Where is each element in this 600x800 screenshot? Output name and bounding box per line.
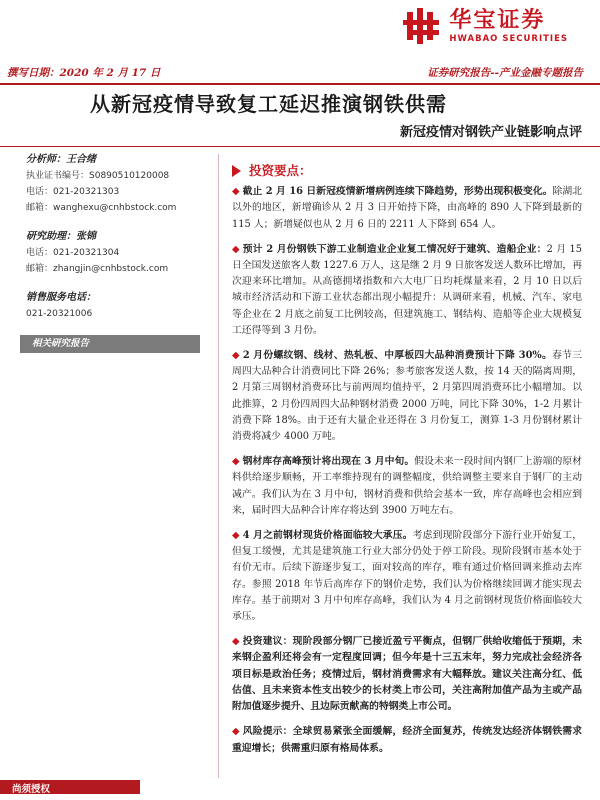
diamond-bullet-icon: ◆: [232, 530, 240, 542]
brand-name-en: HWABAO SECURITIES: [449, 33, 568, 44]
point-lead: 钢材库存高峰预计将出现在 3 月中旬。: [242, 456, 415, 468]
analyst-name: 分析师：王合绪: [26, 154, 96, 165]
assistant-name: 研究助理：张锦: [26, 231, 96, 242]
point-lead: 2 月份螺纹钢、线材、热轧板、中厚板四大品种消费预计下降 30%。: [242, 350, 553, 362]
assistant-block: [26, 229, 216, 277]
point-body: 除湖北以外的地区，新增确诊从 2 月 3 日开始持下降，由高峰的 890 人下降到最新的 115 人；新增疑似也从 2 月 6 日的 2211 人下降到 654 人。: [232, 186, 583, 230]
highlight-point: [232, 348, 582, 445]
brand-name-cn: 华宝证券: [449, 7, 546, 33]
diamond-bullet-icon: ◆: [232, 350, 240, 362]
highlight-point: [232, 242, 582, 339]
point-lead: 风险提示：全球贸易紧张全面缓解，经济全面复苏，传统发达经济体钢铁需求重迎增长；供需重归原有格局体系。: [232, 726, 582, 754]
page-title: 从新冠疫情导致复工延迟推演钢铁供需: [90, 92, 447, 116]
point-lead: 4 月之前钢材现货价格面临较大承压。: [242, 530, 413, 542]
report-header-bar: [0, 61, 600, 83]
point-body: 春节三周四大品种合计消费同比下降 26%；参考旅客发送人数，按 14 天的隔离周期，2 月第三周钢材消费环比与前两周均值持平，2 月第四周消费环比小幅增加。以此推算，2 月份四周四大品种钢材消费 2000 万吨，同比下降 30%，1-2 月累计消费下降 18%。由于还有大量企业还得在 3 月份复工，测算 1-3 月份钢材累计消费将减少 4000 万吨。: [232, 350, 582, 443]
report-type: 证券研究报告--产业金融专题报告: [427, 66, 583, 79]
point-lead: 预计 2 月份钢铁下游工业制造业企业复工情况好于建筑、造船企业：: [242, 243, 547, 255]
header-divider: [0, 83, 600, 85]
highlights-heading: [232, 163, 582, 179]
highlights-heading-text: 投资要点：: [249, 163, 312, 178]
highlight-point: [232, 454, 582, 519]
diamond-bullet-icon: ◆: [232, 243, 240, 255]
column-divider: [218, 154, 219, 778]
highlight-point: [232, 634, 582, 715]
analyst-block: [26, 152, 216, 216]
point-body: 假设未来一段时间内钢厂上游端的原材料供给逐步顺畅，开工率维持现有的调整幅度，供给调整主要来自于钢厂的主动减产。我们认为在 3 月中旬，钢材消费和供给会基本一致，库存高峰也会相应到来，届时四大品种合计库存将达到 3900 万吨左右。: [232, 456, 582, 516]
analyst-email: 邮箱：wanghexu@cnhbstock.com: [26, 203, 177, 213]
highlight-point: [232, 724, 582, 756]
assistant-phone: 电话：021-20321304: [26, 248, 120, 258]
highlight-point: [232, 184, 582, 233]
point-lead: 投资建议：现阶段部分钢厂已接近盈亏平衡点，但钢厂供给收缩低于预期，未来钢企盈利还将会有一定程度回调；但今年是十三五末年，努力完成社会经济各项目标是政治任务；疫情过后，钢材消费需求有大幅释放。建议关注高分红、低估值、且未来资本性支出较少的长材类上市公司，关注高附加值产品为主或产品附加值逐步提升、且边际贡献高的特钢类上市公司。: [232, 636, 582, 713]
related-reports-label: 相关研究报告: [20, 335, 200, 353]
hwabao-logo-icon: [403, 8, 443, 44]
investment-highlights: [232, 163, 582, 766]
diamond-bullet-icon: ◆: [232, 456, 240, 468]
analyst-license: 执业证书编号：S0890510120008: [26, 171, 170, 181]
footer-label: 尚须授权: [12, 784, 51, 795]
page-subtitle: 新冠疫情对钢铁产业链影响点评: [399, 125, 582, 140]
diamond-bullet-icon: ◆: [232, 186, 240, 198]
diamond-bullet-icon: ◆: [232, 636, 240, 648]
sales-block: [26, 290, 216, 322]
title-divider: [0, 146, 600, 147]
brand-logo: [403, 8, 568, 44]
highlight-point: [232, 528, 582, 625]
diamond-bullet-icon: ◆: [232, 726, 240, 738]
sales-phone-label: 销售服务电话：: [26, 292, 96, 303]
triangle-marker-icon: [232, 165, 241, 177]
point-body: 考虑到现阶段部分下游行业开始复工，但复工缓慢，尤其是建筑施工行业大部分仍处于停工阶段。现阶段钢市基本处于有价无市。后续下游逐步复工，面对较高的库存，唯有通过价格回调来推动去库存。参照 2018 年节后高库存下的钢价走势，我们认为价格继续回调才能实现去库存。基于前期对 3 月中旬库存高峰，我们认为 4 月之前钢材现货价格面临较大承压。: [232, 530, 583, 623]
point-lead: 截止 2 月 16 日新冠疫情新增病例连续下降趋势，形势出现积极变化。: [242, 186, 553, 198]
report-date: 撰写日期：2020 年 2 月 17 日: [7, 66, 161, 79]
analyst-phone: 电话：021-20321303: [26, 187, 120, 197]
sales-phone: 021-20321006: [26, 309, 93, 319]
author-sidebar: [26, 152, 216, 353]
point-body: 2 月 15 日全国发送旅客人数 1227.6 万人，这是继 2 月 9 日旅客发送人数环比增加，再次迎来环比增加。从高德拥堵指数和六大电厂日均耗煤量来看，2 月 10 日以后城市经济活动和下游工业状态都出现小幅提升：从调研来看，机械、汽车、家电等企业在 2 月底之前复工比例较高，但建筑施工、钢结构、造船等企业大规模复工还得等到 3 月份。: [232, 243, 582, 336]
assistant-email: 邮箱：zhangjin@cnhbstock.com: [26, 264, 169, 274]
